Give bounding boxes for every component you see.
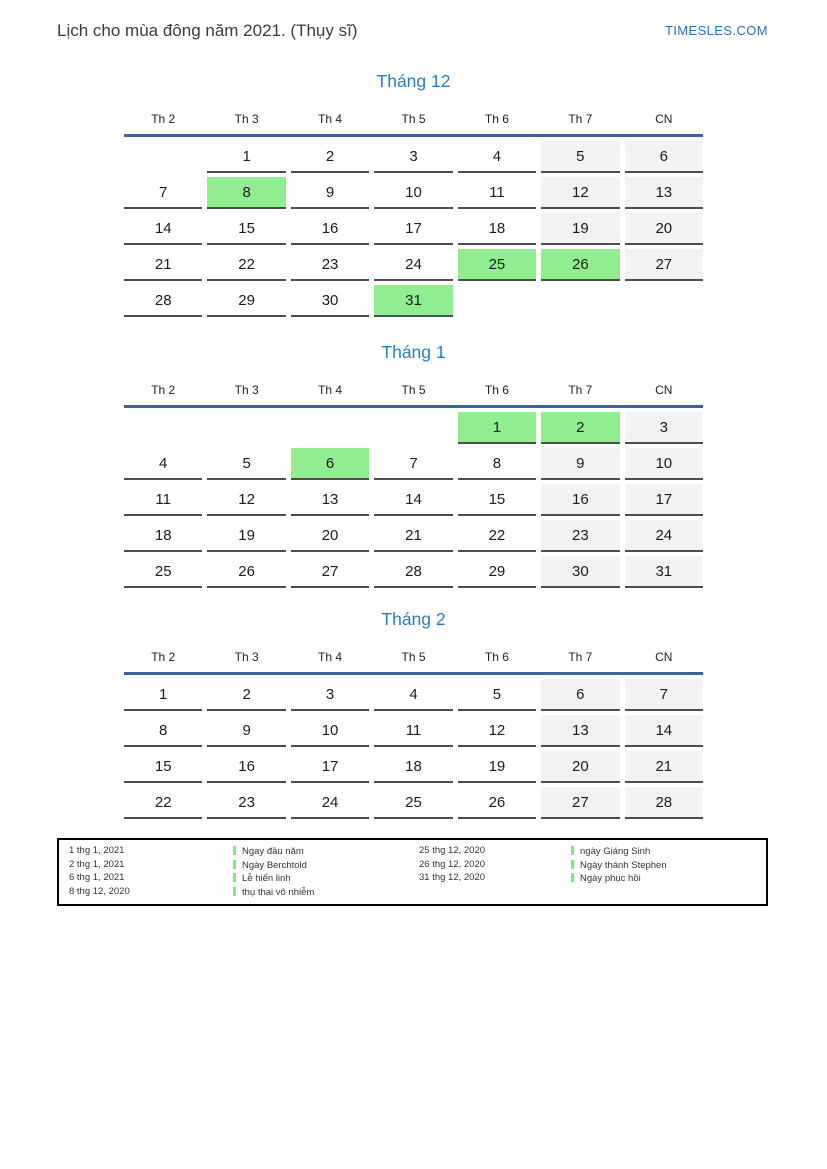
day-cell: 5 — [207, 448, 285, 480]
weekend-day-cell: 19 — [541, 213, 619, 245]
legend-date: 8 thg 12, 2020 — [69, 885, 130, 897]
legend-entry — [233, 845, 419, 859]
weekend-day-cell: 28 — [625, 787, 703, 819]
legend-label: Ngày Berchtold — [242, 859, 307, 871]
day-cell: 27 — [291, 556, 369, 588]
weekend-day-cell: 13 — [625, 177, 703, 209]
weekday-label: Th 7 — [568, 112, 593, 126]
weekend-day-cell: 10 — [625, 448, 703, 480]
weekday-label: Th 5 — [401, 650, 426, 664]
day-cell: 19 — [207, 520, 285, 552]
legend-entry — [233, 886, 419, 900]
weekday-label: Th 3 — [234, 112, 259, 126]
weekend-day-cell: 7 — [625, 679, 703, 711]
weekend-day-cell: 21 — [625, 751, 703, 783]
day-cell: 22 — [458, 520, 536, 552]
day-cell: 20 — [291, 520, 369, 552]
weekend-day-cell: 30 — [541, 556, 619, 588]
day-cell: 5 — [458, 679, 536, 711]
weekday-label: CN — [655, 112, 673, 126]
day-cell: 11 — [374, 715, 452, 747]
day-cell: 28 — [124, 285, 202, 317]
day-cell: 22 — [207, 249, 285, 281]
weekday-label: Th 6 — [484, 112, 509, 126]
month-section — [124, 608, 703, 819]
weekend-day-cell: 23 — [541, 520, 619, 552]
holiday-marker-icon — [233, 846, 236, 855]
weekday-label: Th 2 — [151, 650, 176, 664]
weekday-label: Th 2 — [151, 112, 176, 126]
day-cell: 12 — [207, 484, 285, 516]
day-cell: 24 — [374, 249, 452, 281]
weekday-label: Th 2 — [151, 383, 176, 397]
day-cell: 17 — [291, 751, 369, 783]
day-cell: 15 — [207, 213, 285, 245]
legend-date: 6 thg 1, 2021 — [69, 872, 125, 883]
holiday-day-cell: 26 — [541, 249, 619, 281]
day-cell: 18 — [374, 751, 452, 783]
day-cell: 15 — [458, 484, 536, 516]
day-cell: 18 — [458, 213, 536, 245]
weekday-label: Th 5 — [401, 383, 426, 397]
day-cell: 25 — [374, 787, 452, 819]
holiday-day-cell: 8 — [207, 177, 285, 209]
day-cell: 14 — [124, 213, 202, 245]
page-header — [0, 0, 827, 42]
holiday-marker-icon — [233, 860, 236, 869]
month-title: Tháng 12 — [376, 71, 451, 91]
weekend-day-cell: 9 — [541, 448, 619, 480]
legend-entry — [571, 886, 758, 900]
day-cell: 13 — [291, 484, 369, 516]
weekday-label: Th 6 — [484, 650, 509, 664]
day-cell: 7 — [124, 177, 202, 209]
legend-date — [419, 886, 571, 900]
empty-cell — [124, 141, 202, 173]
months-container — [0, 70, 827, 819]
legend-box — [57, 838, 768, 906]
weekend-day-cell: 17 — [625, 484, 703, 516]
legend-label: Ngày phục hồi — [580, 873, 641, 884]
weekend-day-cell: 27 — [541, 787, 619, 819]
weekday-label: Th 7 — [568, 650, 593, 664]
day-cell: 16 — [207, 751, 285, 783]
weekend-day-cell: 27 — [625, 249, 703, 281]
day-cell: 4 — [458, 141, 536, 173]
day-cell: 12 — [458, 715, 536, 747]
weekday-label: Th 3 — [234, 650, 259, 664]
holiday-day-cell: 6 — [291, 448, 369, 480]
holiday-day-cell: 25 — [458, 249, 536, 281]
month-title: Tháng 2 — [381, 609, 446, 629]
page-title: Lịch cho mùa đông năm 2021. (Thụy sĩ) — [57, 21, 358, 40]
legend-date: 1 thg 1, 2021 — [69, 845, 125, 856]
empty-cell — [374, 412, 452, 444]
day-cell: 4 — [374, 679, 452, 711]
day-cell: 21 — [124, 249, 202, 281]
weekday-header-row — [124, 110, 703, 137]
legend-label: Ngày thánh Stephen — [580, 859, 667, 871]
holiday-day-cell: 2 — [541, 412, 619, 444]
day-cell: 11 — [124, 484, 202, 516]
day-cell: 18 — [124, 520, 202, 552]
day-cell: 17 — [374, 213, 452, 245]
weekend-day-cell: 20 — [541, 751, 619, 783]
day-cell: 16 — [291, 213, 369, 245]
day-cell: 29 — [207, 285, 285, 317]
weekday-label: CN — [655, 383, 673, 397]
empty-cell — [625, 285, 703, 317]
holiday-marker-icon — [571, 860, 574, 869]
legend-label: thụ thai vô nhiễm — [242, 886, 315, 898]
day-cell: 24 — [291, 787, 369, 819]
day-cell: 23 — [291, 249, 369, 281]
holiday-marker-icon — [233, 887, 236, 896]
weekend-day-cell: 6 — [625, 141, 703, 173]
month-grid — [124, 675, 703, 819]
day-cell: 3 — [374, 141, 452, 173]
day-cell: 10 — [374, 177, 452, 209]
weekday-label: Th 5 — [401, 112, 426, 126]
day-cell: 29 — [458, 556, 536, 588]
day-cell: 4 — [124, 448, 202, 480]
month-grid — [124, 408, 703, 588]
day-cell: 26 — [458, 787, 536, 819]
day-cell: 28 — [374, 556, 452, 588]
weekend-day-cell: 12 — [541, 177, 619, 209]
day-cell: 2 — [291, 141, 369, 173]
weekend-day-cell: 20 — [625, 213, 703, 245]
weekend-day-cell: 16 — [541, 484, 619, 516]
legend-label: ngày Giáng Sinh — [580, 846, 651, 857]
day-cell: 25 — [124, 556, 202, 588]
weekday-label: Th 4 — [318, 650, 343, 664]
holiday-marker-icon — [233, 873, 236, 882]
day-cell: 1 — [207, 141, 285, 173]
weekday-label: Th 4 — [318, 112, 343, 126]
legend-date: 26 thg 12, 2020 — [419, 858, 486, 870]
legend-date: 2 thg 1, 2021 — [69, 858, 125, 870]
weekend-day-cell: 24 — [625, 520, 703, 552]
day-cell: 7 — [374, 448, 452, 480]
day-cell: 1 — [124, 679, 202, 711]
legend-entry — [233, 859, 419, 873]
weekend-day-cell: 13 — [541, 715, 619, 747]
weekend-day-cell: 14 — [625, 715, 703, 747]
legend-date: 25 thg 12, 2020 — [419, 845, 486, 856]
empty-cell — [291, 412, 369, 444]
legend-entry — [571, 859, 758, 873]
day-cell: 3 — [291, 679, 369, 711]
day-cell: 19 — [458, 751, 536, 783]
day-cell: 23 — [207, 787, 285, 819]
weekday-label: Th 4 — [318, 383, 343, 397]
legend-entry — [571, 845, 758, 859]
site-logo[interactable]: TIMESLES.COM — [664, 23, 768, 38]
day-cell: 8 — [458, 448, 536, 480]
empty-cell — [458, 285, 536, 317]
legend-entry — [233, 872, 419, 886]
weekend-day-cell: 3 — [625, 412, 703, 444]
day-cell: 21 — [374, 520, 452, 552]
weekend-day-cell: 31 — [625, 556, 703, 588]
day-cell: 11 — [458, 177, 536, 209]
weekday-label: Th 6 — [484, 383, 509, 397]
day-cell: 22 — [124, 787, 202, 819]
weekday-label: CN — [655, 650, 673, 664]
holiday-marker-icon — [571, 846, 574, 855]
holiday-day-cell: 31 — [374, 285, 452, 317]
day-cell: 26 — [207, 556, 285, 588]
legend-label: Ngay đầu năm — [242, 846, 304, 857]
month-grid — [124, 137, 703, 317]
holiday-marker-icon — [571, 873, 574, 882]
weekday-header-row — [124, 381, 703, 408]
day-cell: 15 — [124, 751, 202, 783]
month-section — [124, 341, 703, 588]
day-cell: 30 — [291, 285, 369, 317]
weekday-label: Th 3 — [234, 383, 259, 397]
day-cell: 9 — [207, 715, 285, 747]
day-cell: 8 — [124, 715, 202, 747]
weekend-day-cell: 6 — [541, 679, 619, 711]
day-cell: 2 — [207, 679, 285, 711]
empty-cell — [124, 412, 202, 444]
empty-cell — [541, 285, 619, 317]
month-title: Tháng 1 — [381, 342, 446, 362]
empty-cell — [207, 412, 285, 444]
legend-label: Lễ hiển linh — [242, 873, 291, 884]
day-cell: 14 — [374, 484, 452, 516]
weekday-label: Th 7 — [568, 383, 593, 397]
day-cell: 9 — [291, 177, 369, 209]
weekday-header-row — [124, 648, 703, 675]
holiday-day-cell: 1 — [458, 412, 536, 444]
legend-date: 31 thg 12, 2020 — [419, 872, 486, 883]
legend-entry — [571, 872, 758, 886]
day-cell: 10 — [291, 715, 369, 747]
month-section — [124, 70, 703, 317]
weekend-day-cell: 5 — [541, 141, 619, 173]
